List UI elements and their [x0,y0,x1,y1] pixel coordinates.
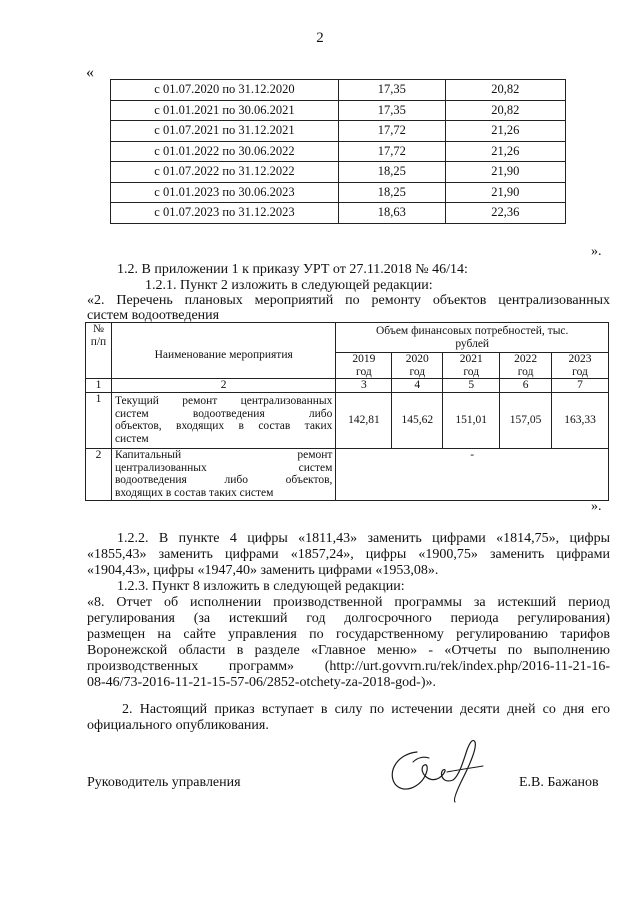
row-2-value: - [336,448,609,500]
table-row [111,80,566,101]
table-row [86,392,609,448]
table-row [111,141,566,162]
header-year-value: 2023 [568,353,592,365]
signatory-position: Руководитель управления [87,775,241,790]
header-year-3 [500,353,552,379]
table-row [111,162,566,183]
row1-name-line-1: Текущий ремонт централизованных [114,395,333,407]
period-cell: с 01.07.2023 по 31.12.2023 [111,203,339,224]
tariff-cell-2: 20,82 [445,100,565,121]
tariff-cell-2: 21,26 [445,121,565,142]
header-year-word: год [572,365,588,378]
row2-name-line-4: входящих в состав таких систем [114,486,274,499]
column-number-3: 3 [336,379,392,393]
paragraph-8-line-5: производственных программ» (http://urt.govvrn.ru/rek/index.php/2016-11-21-16- [87,659,610,674]
tariff-cell-2: 22,36 [445,203,565,224]
tariff-cell-1: 18,63 [338,203,445,224]
paragraph-8-line-6: 08-46/73-2016-11-21-15-57-06/2852-otchety-za-2018-god-)». [87,675,437,690]
list-title-line-1: «2. Перечень плановых мероприятий по ремонту объектов централизованных [87,293,610,308]
paragraph-8-line-1: «8. Отчет об исполнении производственной программы за истекший период [87,595,610,610]
header-year-2 [443,353,500,379]
tariff-cell-1: 18,25 [338,162,445,183]
row-1-value-2019: 142,81 [336,392,392,448]
header-year-value: 2022 [514,353,538,365]
header-year-4 [552,353,609,379]
row1-name-line-2: систем водоотведения либо [114,407,333,420]
tariff-cell-1: 18,25 [338,182,445,203]
header-year-value: 2019 [352,353,376,365]
column-number-7: 7 [552,379,609,393]
paragraph-8-line-3: размещен на сайте управления по государственному регулированию тарифов [87,627,610,642]
tariff-cell-1: 17,35 [338,80,445,101]
table-row [111,100,566,121]
paragraph-2-line-1: 2. Настоящий приказ вступает в силу по истечении десяти дней со дня его [122,702,610,717]
period-cell: с 01.01.2021 по 30.06.2021 [111,100,339,121]
header-year-1 [392,353,443,379]
row2-name-line-3: водоотведения либо объектов, [114,474,333,486]
row-1-value-2021: 151,01 [443,392,500,448]
header-year-value: 2020 [405,353,429,365]
page-number: 2 [316,30,324,46]
tariff-period-table [110,79,566,224]
row-2-number: 2 [86,448,112,500]
handwritten-signature [383,732,493,804]
paragraph-1-2-2-line-1: 1.2.2. В пункте 4 цифры «1811,43» заменить цифрами «1814,75», цифры [117,531,610,546]
close-quote-2: ». [591,499,602,514]
row1-name-line-4: систем [114,432,149,445]
table-row [111,182,566,203]
paragraph-1-2: 1.2. В приложении 1 к приказу УРТ от 27.11.2018 № 46/14: [117,262,468,277]
paragraph-8-line-4: Воронежской области в разделе «Главное меню» - «Отчеты по выполнению [87,643,610,658]
tariff-cell-1: 17,35 [338,100,445,121]
header-year-0 [336,353,392,379]
paragraph-8-line-2: регулирования (за истекший год долгосрочного периода регулирования) [87,611,610,626]
period-cell: с 01.07.2021 по 31.12.2021 [111,121,339,142]
tariff-cell-2: 21,90 [445,162,565,183]
row-1-number: 1 [86,392,112,448]
column-number-4: 4 [392,379,443,393]
list-title-line-2: систем водоотведения [87,308,220,323]
period-cell: с 01.01.2022 по 30.06.2022 [111,141,339,162]
column-number-2: 2 [111,379,335,393]
paragraph-2-line-2: официального опубликования. [87,718,269,733]
column-number-5: 5 [443,379,500,393]
paragraph-1-2-2-line-2: «1855,43» заменить цифрами «1857,24», цифры «1900,75» заменить цифрами [87,547,610,562]
open-quote: « [86,64,94,81]
header-year-word: год [463,365,480,378]
table-row [111,203,566,224]
signatory-name: Е.В. Бажанов [519,775,599,790]
row1-name-line-3: объектов, входящих в состав таких [114,420,333,432]
header-year-value: 2021 [459,353,483,365]
header-year-word: год [517,365,534,378]
period-cell: с 01.07.2020 по 31.12.2020 [111,80,339,101]
close-quote: ». [591,244,602,259]
header-year-word: год [409,365,426,378]
header-volume [336,323,609,353]
tariff-cell-2: 20,82 [445,80,565,101]
header-number-line-1: № [92,323,104,335]
column-number-1: 1 [86,379,112,393]
row-1-value-2023: 163,33 [552,392,609,448]
header-year-word: год [356,365,372,378]
tariff-cell-2: 21,26 [445,141,565,162]
header-number [86,323,112,379]
table-row [86,448,609,500]
header-number-line-2: п/п [90,335,107,348]
measures-table [85,322,609,501]
row-1-name [111,392,335,448]
row-1-value-2020: 145,62 [392,392,443,448]
row2-name-line-1: Капитальный ремонт [114,449,333,461]
period-cell: с 01.01.2023 по 30.06.2023 [111,182,339,203]
paragraph-1-2-1: 1.2.1. Пункт 2 изложить в следующей редакции: [145,278,433,293]
table-row [111,121,566,142]
tariff-cell-1: 17,72 [338,141,445,162]
tariff-cell-2: 21,90 [445,182,565,203]
period-cell: с 01.07.2022 по 31.12.2022 [111,162,339,183]
tariff-cell-1: 17,72 [338,121,445,142]
row-2-name [111,448,335,500]
row-1-value-2022: 157,05 [500,392,552,448]
paragraph-1-2-3: 1.2.3. Пункт 8 изложить в следующей редакции: [117,579,405,594]
header-measure-name-text: Наименование мероприятия [154,349,293,362]
row2-name-line-2: централизованных систем [114,461,333,474]
header-measure-name [111,323,335,379]
header-volume-line-1: Объем финансовых потребностей, тыс. [376,325,569,337]
column-number-6: 6 [500,379,552,393]
paragraph-1-2-2-line-3: «1904,43», цифры «1947,40» заменить цифрами «1953,08». [87,563,439,578]
header-volume-line-2: рублей [455,337,490,350]
